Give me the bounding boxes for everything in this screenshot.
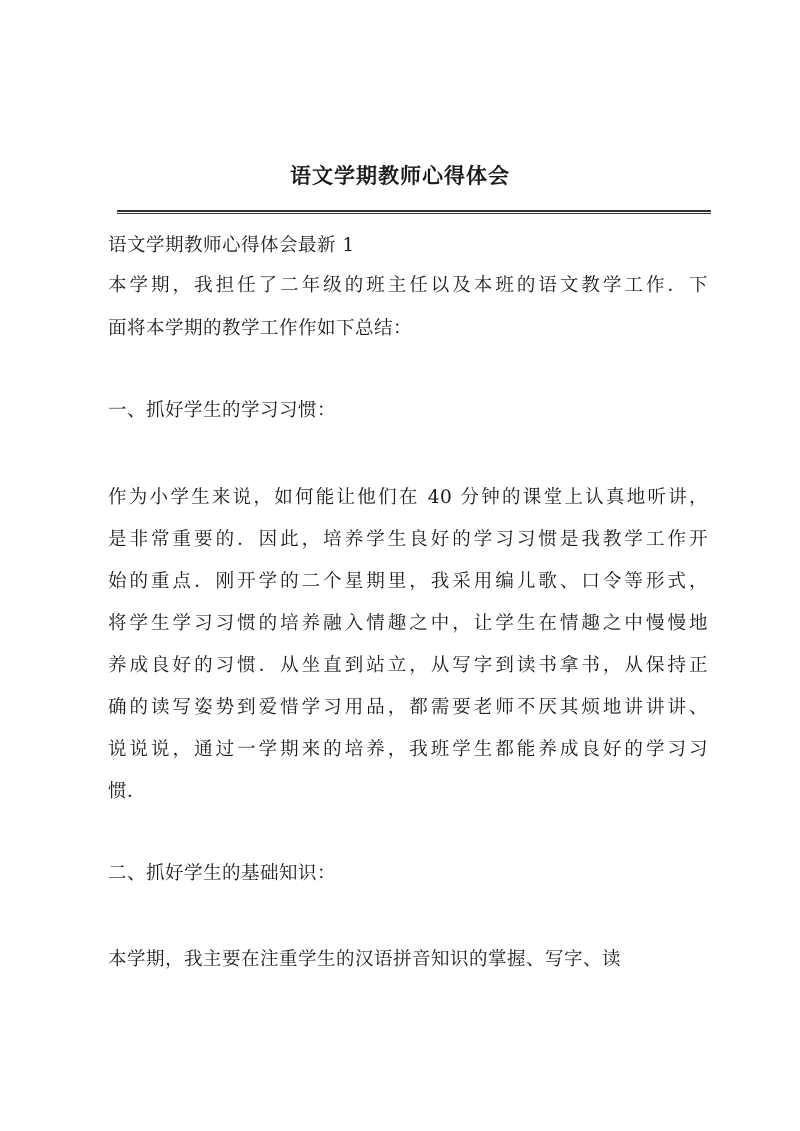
section-1-line-4: 将学生学习习惯的培养融入情趣之中，让学生在情趣之中慢慢地 bbox=[108, 613, 708, 634]
section-1-line-2: 是非常重要的．因此，培养学生良好的学习习惯是我教学工作开 bbox=[108, 529, 708, 550]
section-1-line-3: 始的重点．刚开学的二个星期里，我采用编儿歌、口令等形式， bbox=[108, 571, 708, 592]
intro-line-1: 本学期，我担任了二年级的班主任以及本班的语文教学工作．下 bbox=[108, 275, 708, 296]
section-1-line-1: 作为小学生来说，如何能让他们在 40 分钟的课堂上认真地听讲， bbox=[108, 487, 708, 508]
document-subtitle: 语文学期教师心得体会最新 1 bbox=[108, 235, 355, 256]
section-1-heading: 一、抓好学生的学习习惯： bbox=[108, 400, 337, 421]
section-2-heading: 二、抓好学生的基础知识： bbox=[108, 863, 337, 884]
title-divider bbox=[117, 210, 711, 214]
intro-line-2: 面将本学期的教学工作作如下总结： bbox=[108, 318, 413, 339]
section-1-line-7: 说说说，通过一学期来的培养，我班学生都能养成良好的学习习 bbox=[108, 739, 708, 760]
section-1-line-5: 养成良好的习惯．从坐直到站立，从写字到读书拿书，从保持正 bbox=[108, 655, 708, 676]
section-1-line-6: 确的读写姿势到爱惜学习用品，都需要老师不厌其烦地讲讲讲、 bbox=[108, 697, 708, 718]
section-1-line-8: 惯． bbox=[108, 781, 147, 802]
document-title: 语文学期教师心得体会 bbox=[290, 163, 510, 188]
section-2-line-1: 本学期，我主要在注重学生的汉语拼音知识的掌握、写字、读 bbox=[108, 949, 622, 970]
